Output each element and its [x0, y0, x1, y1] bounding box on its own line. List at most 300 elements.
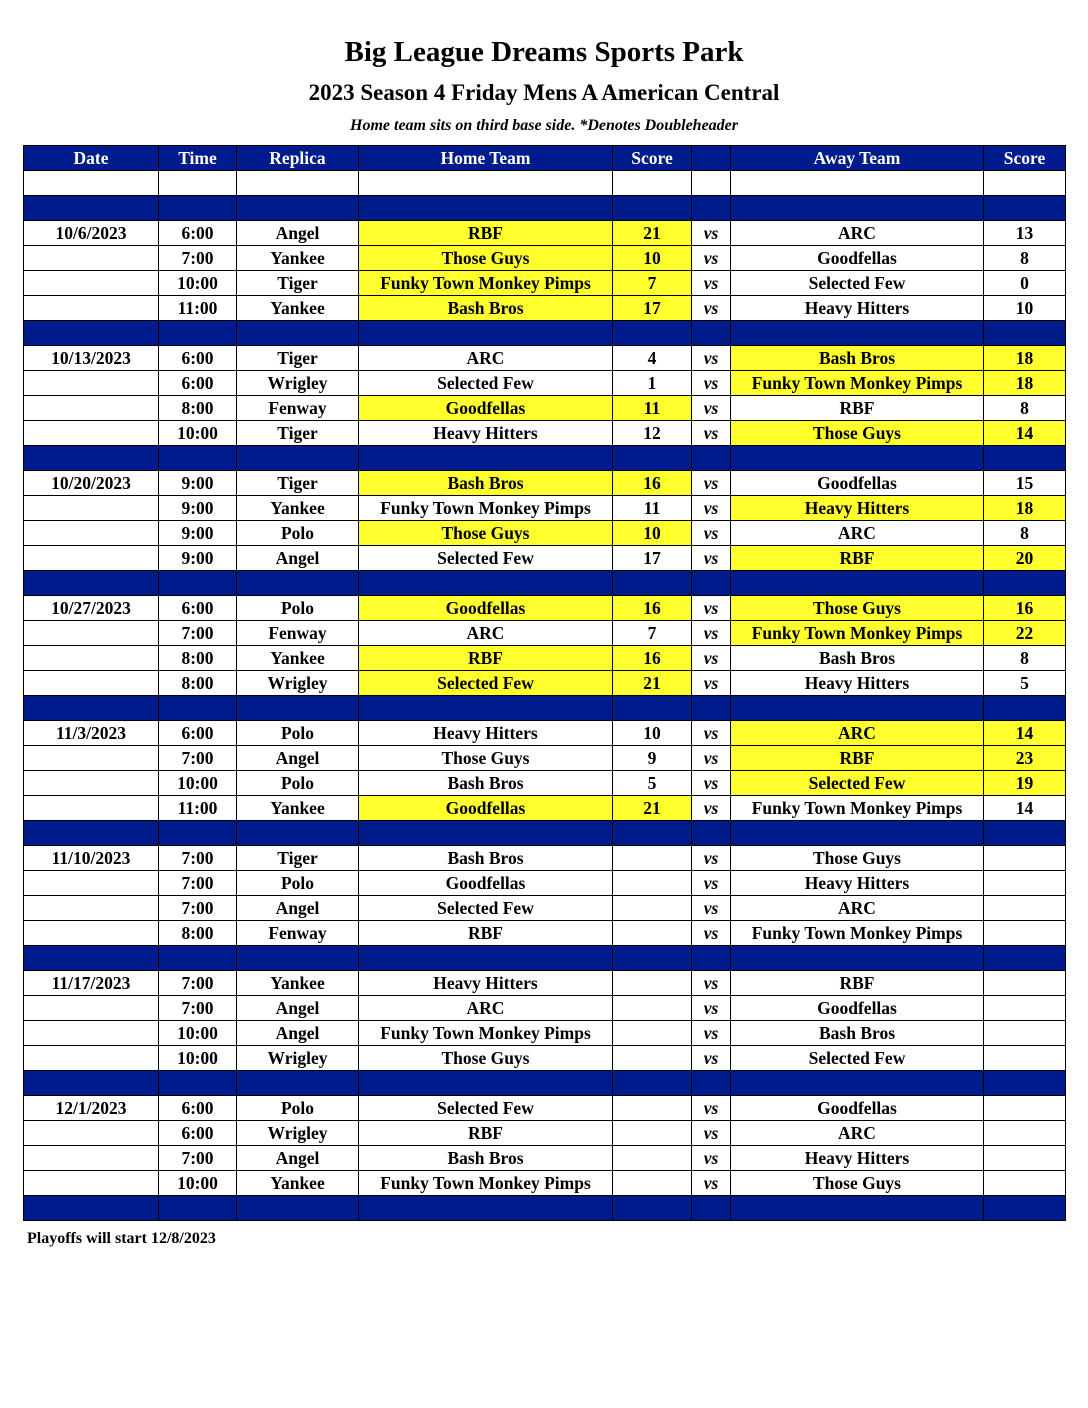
- game-date: 11/10/2023: [24, 846, 159, 871]
- game-date: [24, 546, 159, 571]
- blank-row: [24, 171, 1066, 196]
- home-team: Goodfellas: [359, 796, 613, 821]
- game-replica: Fenway: [237, 621, 359, 646]
- vs-label: vs: [692, 646, 731, 671]
- game-row: [24, 396, 1066, 421]
- game-replica: Angel: [237, 1146, 359, 1171]
- away-team: Selected Few: [731, 1046, 984, 1071]
- vs-label: vs: [692, 471, 731, 496]
- game-replica: Polo: [237, 771, 359, 796]
- game-replica: Yankee: [237, 796, 359, 821]
- vs-label: vs: [692, 746, 731, 771]
- away-score: 16: [984, 596, 1066, 621]
- game-replica: Yankee: [237, 296, 359, 321]
- game-time: 6:00: [159, 721, 237, 746]
- game-time: 7:00: [159, 971, 237, 996]
- vs-label: vs: [692, 1096, 731, 1121]
- home-team: Selected Few: [359, 371, 613, 396]
- home-score: 21: [613, 671, 692, 696]
- game-time: 7:00: [159, 896, 237, 921]
- game-time: 6:00: [159, 221, 237, 246]
- home-team: RBF: [359, 221, 613, 246]
- away-team: Bash Bros: [731, 346, 984, 371]
- home-score: 4: [613, 346, 692, 371]
- game-time: 6:00: [159, 1121, 237, 1146]
- away-team: RBF: [731, 746, 984, 771]
- col-home-score: Score: [613, 146, 692, 171]
- game-row: [24, 871, 1066, 896]
- vs-label: vs: [692, 396, 731, 421]
- away-score: 10: [984, 296, 1066, 321]
- vs-label: vs: [692, 1171, 731, 1196]
- home-score: [613, 846, 692, 871]
- vs-label: vs: [692, 1021, 731, 1046]
- home-score: [613, 871, 692, 896]
- away-score: 5: [984, 671, 1066, 696]
- home-score: 12: [613, 421, 692, 446]
- game-row: [24, 546, 1066, 571]
- away-team: Heavy Hitters: [731, 296, 984, 321]
- game-date: [24, 921, 159, 946]
- game-date: [24, 621, 159, 646]
- week-separator-row: [24, 821, 1066, 846]
- home-team: Bash Bros: [359, 846, 613, 871]
- home-team: Heavy Hitters: [359, 971, 613, 996]
- game-replica: Wrigley: [237, 371, 359, 396]
- away-score: 8: [984, 246, 1066, 271]
- game-replica: Tiger: [237, 846, 359, 871]
- game-replica: Polo: [237, 596, 359, 621]
- away-score: 8: [984, 521, 1066, 546]
- away-team: Heavy Hitters: [731, 496, 984, 521]
- game-row: [24, 846, 1066, 871]
- away-team: Selected Few: [731, 271, 984, 296]
- schedule-table: [23, 145, 1066, 1221]
- game-replica: Wrigley: [237, 1046, 359, 1071]
- home-score: 11: [613, 396, 692, 421]
- col-away-team: Away Team: [731, 146, 984, 171]
- game-time: 8:00: [159, 921, 237, 946]
- home-team: Those Guys: [359, 521, 613, 546]
- col-home-team: Home Team: [359, 146, 613, 171]
- game-time: 7:00: [159, 996, 237, 1021]
- home-team: ARC: [359, 621, 613, 646]
- home-score: [613, 996, 692, 1021]
- game-time: 7:00: [159, 1146, 237, 1171]
- home-score: 17: [613, 546, 692, 571]
- vs-label: vs: [692, 596, 731, 621]
- away-team: Funky Town Monkey Pimps: [731, 371, 984, 396]
- vs-label: vs: [692, 496, 731, 521]
- game-row: [24, 421, 1066, 446]
- home-score: 1: [613, 371, 692, 396]
- week-separator-row: [24, 571, 1066, 596]
- game-replica: Tiger: [237, 421, 359, 446]
- away-score: [984, 921, 1066, 946]
- away-score: [984, 1096, 1066, 1121]
- away-team: Those Guys: [731, 421, 984, 446]
- home-team: Selected Few: [359, 1096, 613, 1121]
- home-score: [613, 896, 692, 921]
- home-score: 10: [613, 521, 692, 546]
- home-team: Goodfellas: [359, 596, 613, 621]
- game-replica: Polo: [237, 721, 359, 746]
- home-team: Bash Bros: [359, 296, 613, 321]
- home-team: Heavy Hitters: [359, 721, 613, 746]
- game-replica: Yankee: [237, 971, 359, 996]
- home-score: [613, 1096, 692, 1121]
- game-date: [24, 271, 159, 296]
- home-score: 5: [613, 771, 692, 796]
- away-score: 8: [984, 396, 1066, 421]
- game-row: [24, 1171, 1066, 1196]
- away-team: Funky Town Monkey Pimps: [731, 921, 984, 946]
- game-replica: Wrigley: [237, 671, 359, 696]
- game-row: [24, 896, 1066, 921]
- home-team: Those Guys: [359, 246, 613, 271]
- away-score: [984, 896, 1066, 921]
- game-date: 10/6/2023: [24, 221, 159, 246]
- game-replica: Angel: [237, 996, 359, 1021]
- away-team: ARC: [731, 1121, 984, 1146]
- home-score: [613, 1121, 692, 1146]
- week-separator-row: [24, 946, 1066, 971]
- home-team: Funky Town Monkey Pimps: [359, 496, 613, 521]
- game-replica: Yankee: [237, 496, 359, 521]
- game-date: 10/20/2023: [24, 471, 159, 496]
- week-separator-row: [24, 1071, 1066, 1096]
- vs-label: vs: [692, 621, 731, 646]
- vs-label: vs: [692, 346, 731, 371]
- vs-label: vs: [692, 271, 731, 296]
- game-row: [24, 1046, 1066, 1071]
- home-team: Those Guys: [359, 746, 613, 771]
- home-score: [613, 971, 692, 996]
- away-team: Heavy Hitters: [731, 671, 984, 696]
- vs-label: vs: [692, 371, 731, 396]
- game-date: [24, 1021, 159, 1046]
- away-score: [984, 1171, 1066, 1196]
- game-time: 9:00: [159, 471, 237, 496]
- col-away-score: Score: [984, 146, 1066, 171]
- game-row: [24, 746, 1066, 771]
- game-time: 10:00: [159, 1046, 237, 1071]
- game-replica: Tiger: [237, 271, 359, 296]
- away-team: RBF: [731, 396, 984, 421]
- game-row: [24, 221, 1066, 246]
- home-team: Heavy Hitters: [359, 421, 613, 446]
- vs-label: vs: [692, 721, 731, 746]
- away-score: 14: [984, 796, 1066, 821]
- game-row: [24, 1121, 1066, 1146]
- game-time: 7:00: [159, 846, 237, 871]
- away-score: 22: [984, 621, 1066, 646]
- home-score: 17: [613, 296, 692, 321]
- away-score: [984, 996, 1066, 1021]
- home-score: 16: [613, 596, 692, 621]
- home-team: Goodfellas: [359, 871, 613, 896]
- home-team: Funky Town Monkey Pimps: [359, 1021, 613, 1046]
- week-separator-row: [24, 321, 1066, 346]
- game-date: [24, 421, 159, 446]
- home-team: Funky Town Monkey Pimps: [359, 271, 613, 296]
- game-row: [24, 671, 1066, 696]
- game-time: 6:00: [159, 1096, 237, 1121]
- game-date: [24, 1146, 159, 1171]
- game-time: 10:00: [159, 421, 237, 446]
- game-time: 9:00: [159, 546, 237, 571]
- week-separator-row: [24, 446, 1066, 471]
- game-row: [24, 521, 1066, 546]
- game-time: 7:00: [159, 871, 237, 896]
- home-score: 11: [613, 496, 692, 521]
- game-row: [24, 346, 1066, 371]
- away-team: RBF: [731, 546, 984, 571]
- game-replica: Fenway: [237, 921, 359, 946]
- away-team: Goodfellas: [731, 246, 984, 271]
- game-date: 11/17/2023: [24, 971, 159, 996]
- game-row: [24, 996, 1066, 1021]
- vs-label: vs: [692, 921, 731, 946]
- col-time: Time: [159, 146, 237, 171]
- game-time: 6:00: [159, 371, 237, 396]
- vs-label: vs: [692, 221, 731, 246]
- home-score: 10: [613, 721, 692, 746]
- home-score: [613, 1171, 692, 1196]
- game-row: [24, 296, 1066, 321]
- away-team: Those Guys: [731, 1171, 984, 1196]
- game-row: [24, 371, 1066, 396]
- game-row: [24, 471, 1066, 496]
- game-replica: Angel: [237, 221, 359, 246]
- home-score: 16: [613, 471, 692, 496]
- game-time: 11:00: [159, 296, 237, 321]
- game-row: [24, 646, 1066, 671]
- away-score: 0: [984, 271, 1066, 296]
- vs-label: vs: [692, 546, 731, 571]
- game-row: [24, 1021, 1066, 1046]
- away-score: 18: [984, 496, 1066, 521]
- home-team: RBF: [359, 1121, 613, 1146]
- game-time: 7:00: [159, 621, 237, 646]
- home-team: Selected Few: [359, 671, 613, 696]
- away-score: 20: [984, 546, 1066, 571]
- home-team: Selected Few: [359, 896, 613, 921]
- away-score: 8: [984, 646, 1066, 671]
- col-vs: [692, 146, 731, 171]
- home-score: 9: [613, 746, 692, 771]
- home-score: [613, 1146, 692, 1171]
- game-date: 11/3/2023: [24, 721, 159, 746]
- away-score: 23: [984, 746, 1066, 771]
- vs-label: vs: [692, 1121, 731, 1146]
- game-date: [24, 296, 159, 321]
- away-score: [984, 1021, 1066, 1046]
- game-row: [24, 496, 1066, 521]
- away-score: [984, 1121, 1066, 1146]
- game-replica: Polo: [237, 521, 359, 546]
- game-row: [24, 596, 1066, 621]
- away-score: 19: [984, 771, 1066, 796]
- game-replica: Angel: [237, 1021, 359, 1046]
- vs-label: vs: [692, 846, 731, 871]
- game-replica: Fenway: [237, 396, 359, 421]
- away-score: 14: [984, 421, 1066, 446]
- vs-label: vs: [692, 1146, 731, 1171]
- home-team: Bash Bros: [359, 471, 613, 496]
- home-team: ARC: [359, 996, 613, 1021]
- away-team: Bash Bros: [731, 1021, 984, 1046]
- game-date: [24, 1046, 159, 1071]
- game-row: [24, 271, 1066, 296]
- game-replica: Yankee: [237, 246, 359, 271]
- away-team: Heavy Hitters: [731, 1146, 984, 1171]
- away-score: [984, 846, 1066, 871]
- home-team: ARC: [359, 346, 613, 371]
- away-score: [984, 971, 1066, 996]
- away-team: ARC: [731, 721, 984, 746]
- header-row: [24, 146, 1066, 171]
- home-score: 7: [613, 621, 692, 646]
- away-score: [984, 871, 1066, 896]
- game-date: [24, 1121, 159, 1146]
- footer-note: Playoffs will start 12/8/2023: [27, 1230, 216, 1247]
- away-team: Goodfellas: [731, 471, 984, 496]
- home-team: RBF: [359, 921, 613, 946]
- home-team: Funky Town Monkey Pimps: [359, 1171, 613, 1196]
- week-separator-row: [24, 696, 1066, 721]
- game-date: [24, 396, 159, 421]
- game-date: [24, 871, 159, 896]
- game-date: [24, 746, 159, 771]
- home-team: Bash Bros: [359, 771, 613, 796]
- away-team: Funky Town Monkey Pimps: [731, 796, 984, 821]
- vs-label: vs: [692, 671, 731, 696]
- game-time: 8:00: [159, 646, 237, 671]
- home-score: 16: [613, 646, 692, 671]
- game-date: [24, 796, 159, 821]
- home-team: Those Guys: [359, 1046, 613, 1071]
- game-time: 6:00: [159, 596, 237, 621]
- home-score: [613, 921, 692, 946]
- game-replica: Angel: [237, 896, 359, 921]
- away-score: [984, 1146, 1066, 1171]
- vs-label: vs: [692, 996, 731, 1021]
- game-time: 8:00: [159, 671, 237, 696]
- game-row: [24, 771, 1066, 796]
- game-time: 7:00: [159, 246, 237, 271]
- game-replica: Yankee: [237, 646, 359, 671]
- col-date: Date: [24, 146, 159, 171]
- game-date: [24, 671, 159, 696]
- game-time: 10:00: [159, 271, 237, 296]
- away-team: Goodfellas: [731, 1096, 984, 1121]
- home-team: RBF: [359, 646, 613, 671]
- game-time: 8:00: [159, 396, 237, 421]
- away-team: ARC: [731, 896, 984, 921]
- game-row: [24, 971, 1066, 996]
- vs-label: vs: [692, 421, 731, 446]
- away-team: Heavy Hitters: [731, 871, 984, 896]
- away-score: 15: [984, 471, 1066, 496]
- away-team: ARC: [731, 221, 984, 246]
- game-replica: Tiger: [237, 471, 359, 496]
- game-time: 9:00: [159, 496, 237, 521]
- game-replica: Angel: [237, 746, 359, 771]
- game-replica: Polo: [237, 871, 359, 896]
- away-team: Goodfellas: [731, 996, 984, 1021]
- game-date: [24, 371, 159, 396]
- vs-label: vs: [692, 796, 731, 821]
- page-subtitle: 2023 Season 4 Friday Mens A American Central: [308, 80, 780, 105]
- game-time: 10:00: [159, 1171, 237, 1196]
- home-team: Selected Few: [359, 546, 613, 571]
- game-row: [24, 246, 1066, 271]
- game-replica: Yankee: [237, 1171, 359, 1196]
- game-date: 12/1/2023: [24, 1096, 159, 1121]
- vs-label: vs: [692, 1046, 731, 1071]
- away-score: 18: [984, 346, 1066, 371]
- game-replica: Wrigley: [237, 1121, 359, 1146]
- vs-label: vs: [692, 296, 731, 321]
- home-score: 21: [613, 796, 692, 821]
- vs-label: vs: [692, 871, 731, 896]
- away-team: Those Guys: [731, 846, 984, 871]
- game-date: [24, 521, 159, 546]
- game-row: [24, 921, 1066, 946]
- vs-label: vs: [692, 521, 731, 546]
- home-score: [613, 1021, 692, 1046]
- game-date: [24, 496, 159, 521]
- week-separator-row: [24, 1196, 1066, 1221]
- game-time: 11:00: [159, 796, 237, 821]
- home-team: Goodfellas: [359, 396, 613, 421]
- game-row: [24, 1146, 1066, 1171]
- schedule-body: [24, 171, 1066, 1221]
- page-note: Home team sits on third base side. *Denotes Doubleheader: [350, 117, 738, 134]
- game-row: [24, 621, 1066, 646]
- game-time: 10:00: [159, 771, 237, 796]
- vs-label: vs: [692, 971, 731, 996]
- vs-label: vs: [692, 246, 731, 271]
- game-date: 10/27/2023: [24, 596, 159, 621]
- home-score: 10: [613, 246, 692, 271]
- game-date: [24, 771, 159, 796]
- week-separator-row: [24, 196, 1066, 221]
- game-time: 6:00: [159, 346, 237, 371]
- away-team: Funky Town Monkey Pimps: [731, 621, 984, 646]
- game-date: [24, 896, 159, 921]
- away-team: Bash Bros: [731, 646, 984, 671]
- game-date: [24, 996, 159, 1021]
- game-row: [24, 796, 1066, 821]
- game-time: 9:00: [159, 521, 237, 546]
- game-date: [24, 1171, 159, 1196]
- away-team: Those Guys: [731, 596, 984, 621]
- game-row: [24, 721, 1066, 746]
- away-team: RBF: [731, 971, 984, 996]
- game-date: 10/13/2023: [24, 346, 159, 371]
- away-team: ARC: [731, 521, 984, 546]
- vs-label: vs: [692, 896, 731, 921]
- away-score: 13: [984, 221, 1066, 246]
- page-title: Big League Dreams Sports Park: [344, 36, 744, 68]
- home-score: [613, 1046, 692, 1071]
- home-team: Bash Bros: [359, 1146, 613, 1171]
- game-date: [24, 646, 159, 671]
- away-score: [984, 1046, 1066, 1071]
- home-score: 7: [613, 271, 692, 296]
